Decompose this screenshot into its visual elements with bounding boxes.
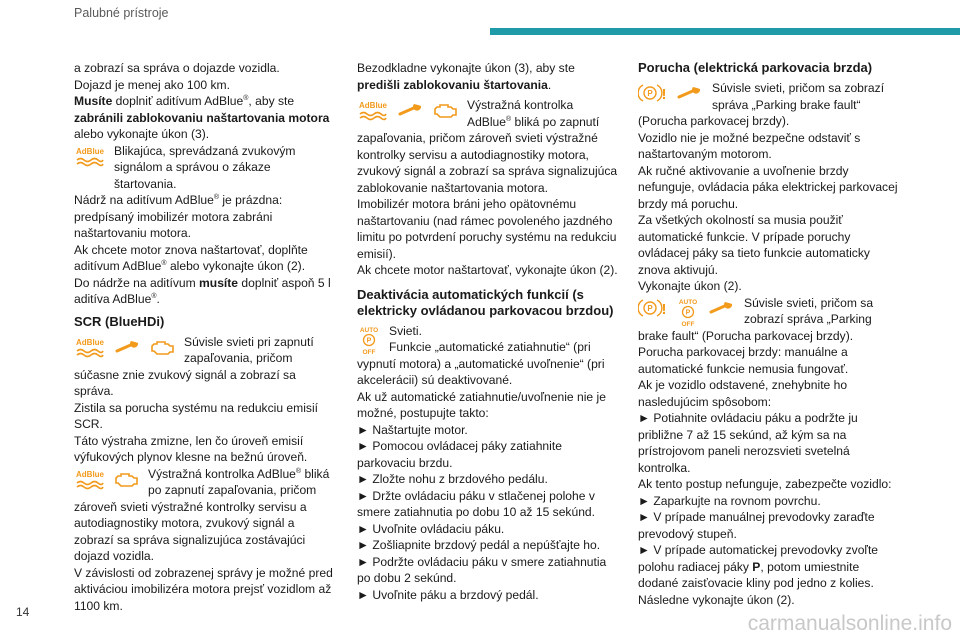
step-item: ► Uvoľnite ovládaciu páku. [357,521,619,538]
svg-text:!: ! [661,86,667,103]
svg-text:AdBlue: AdBlue [359,101,387,110]
paragraph: Vykonajte úkon (2). [638,279,742,293]
paragraph: Ak už automatické zatiahnutie/uvoľnenie nie je možné, postupujte takto: [357,389,606,420]
warning-description: Výstražná kontrolka AdBlue® bliká po zapnutí zapaľovania, pričom zároveň svieti výstražné kontrolky servisu a autodiagnostiky motora, zvukový signál a zobrazí sa správa signalizujúca zostávajúci dojazd vozidla. [74,466,330,563]
wrench-service-icon [676,82,704,104]
paragraph: Vozidlo nie je možné bezpečne odstaviť s naštartovaným motorom. [638,130,861,161]
paragraph: Ak chcete motor naštartovať, vykonajte úkon (2). [357,263,618,277]
adblue-warning-icon [74,145,106,167]
parking-brake-fault-icon [638,297,668,319]
paragraph: Ak tento postup nefunguje, zabezpečte vozidlo: [638,477,892,491]
column-1 [74,60,336,614]
paragraph: Dojazd je menej ako 100 km. [74,77,230,92]
warning-block-adblue-range [74,466,336,565]
svg-text:P: P [647,303,653,313]
paragraph: Imobilizér motora bráni jeho opätovnému naštartovaniu (nad rámec povoleného jazdného limitu po potvrdení poruchy systému na redukciu emisií). [357,197,617,261]
adblue-warning-icon [74,468,106,490]
header-accent-bar [490,28,960,35]
paragraph: Za všetkých okolností sa musia použiť automatické funkcie. V prípade poruchy ovládacej páky sa tieto funkcie automaticky znova aktivujú. [638,213,870,277]
paragraph: Ak je vozidlo odstavené, znehybnite ho nasledujúcim spôsobom: [638,378,848,409]
column-3 [638,60,902,608]
warning-description: Blikajúca, sprevádzaná zvukovým signálom a správou o zákaze štartovania. [114,143,296,191]
warning-block-auto-off [357,323,619,389]
paragraph: Zistila sa porucha systému na redukciu emisií SCR. [74,400,318,431]
step-item: ► Potiahnite ovládaciu páku a podržte ju približne 7 až 15 sekúnd, až kým sa na prístrojovom paneli nerozsvieti svetelná kontrolka. [638,410,902,476]
warning-description: Funkcie „automatické zatiahnutie“ (pri vypnutí motora) a „automatické uvoľnenie“ (pri akcelerácii) sú deaktivované. [357,340,605,387]
warning-description: Súvisle svieti, pričom sa zobrazí správa „Parking brake fault“ (Porucha parkovacej brzdy). [638,81,885,128]
step-item: ► V prípade automatickej prevodovky zvoľte polohu radiacej páky P, potom umiestnite dodané zaisťovacie kliny pod jedno z kolies. [638,542,902,592]
warning-block-parking-brake-fault-auto [638,295,902,345]
step-item: ► Pomocou ovládacej páky zatiahnite parkovaciu brzdu. [357,438,619,471]
svg-text:!: ! [661,300,667,318]
step-item: ► V prípade manuálnej prevodovky zaraďte prevodový stupeň. [638,509,902,542]
parking-brake-fault-icon [638,82,668,104]
auto-off-parking-brake-icon [357,325,381,355]
warning-description: Súvisle svieti pri zapnutí zapaľovania, pričom súčasne znie zvukový signál a zobrazí sa správa. [74,334,314,398]
svg-text:AdBlue: AdBlue [76,337,104,347]
svg-text:AdBlue: AdBlue [76,469,104,479]
watermark: carmanualsonline.info [747,612,952,635]
warning-block-adblue-blinking [74,143,336,193]
section-heading-scr: SCR (BlueHDi) [74,313,165,329]
engine-check-icon [114,468,140,490]
page-header-title: Palubné prístroje [74,6,169,20]
step-item: ► Zošliapnite brzdový pedál a nepúšťajte ho. [357,537,619,554]
svg-text:AdBlue: AdBlue [76,146,104,156]
warning-block-parking-brake-fault [638,80,902,130]
paragraph: Do nádrže na aditívum musíte doplniť aspoň 5 l aditíva AdBlue®. [74,275,331,306]
wrench-service-icon [708,297,736,319]
warning-description: Súvisle svieti, pričom sa zobrazí správa „Parking brake fault“ (Porucha parkovacej brzdy). [638,295,874,343]
section-heading-fault: Porucha (elektrická parkovacia brzda) [638,60,873,75]
paragraph: Táto výstraha zmizne, len čo úroveň emisií výfukových plynov klesne na bežnú úroveň. [74,433,308,464]
paragraph: Ak chcete motor znova naštartovať, doplňte aditívum AdBlue® alebo vykonajte úkon (2). [74,242,308,273]
svg-text:P: P [366,337,372,344]
svg-text:AUTO: AUTO [359,326,379,334]
step-item: ► Zložte nohu z brzdového pedálu. [357,471,619,488]
svg-text:OFF: OFF [362,348,376,355]
svg-text:AUTO: AUTO [678,298,698,306]
adblue-warning-icon [74,336,106,358]
column-2 [357,60,619,603]
step-item: ► Naštartujte motor. [357,422,619,439]
step-item: ► Zaparkujte na rovnom povrchu. [638,493,902,510]
auto-off-parking-brake-icon [676,297,700,327]
wrench-service-icon [114,336,142,358]
wrench-service-icon [397,99,425,121]
step-item: ► Podržte ovládaciu páku v smere zatiahnutia po dobu 2 sekúnd. [357,554,619,587]
engine-check-icon [433,99,459,121]
paragraph: Následne vykonajte úkon (2). [638,592,795,607]
step-item: ► Držte ovládaciu páku v stlačenej polohe v smere zatiahnutia po dobu 10 až 15 sekúnd. [357,488,619,521]
step-item: ► Uvoľnite páku a brzdový pedál. [357,587,619,604]
svg-text:OFF: OFF [681,320,695,327]
paragraph: Bezodkladne vykonajte úkon (3), aby ste predišli zablokovaniu štartovania. [357,61,575,92]
warning-block-start-blocked [357,97,619,196]
engine-check-icon [150,336,176,358]
warning-status: Svieti. [389,323,422,338]
paragraph: Porucha parkovacej brzdy: manuálne a automatické funkcie nemusia fungovať. [638,345,849,376]
paragraph: Nádrž na aditívum AdBlue® je prázdna: predpísaný imobilizér motora zabráni naštartovaniu motora. [74,193,283,240]
adblue-warning-icon [357,99,389,121]
paragraph: V závislosti od zobrazenej správy je možné pred aktiváciou imobilizéra motora prejsť vozidlom až 1100 km. [74,565,333,613]
warning-block-scr [74,334,336,400]
page-number: 14 [16,605,30,619]
section-heading-deactivation: Deaktivácia automatických funkcií (s elektricky ovládanou parkovacou brzdou) [357,286,614,318]
paragraph: a zobrazí sa správa o dojazde vozidla. [74,61,280,75]
svg-text:P: P [647,89,653,98]
paragraph: Ak ručné aktivovanie a uvoľnenie brzdy nefunguje, ovládacia páka elektrickej parkovacej brzdy má poruchu. [638,163,898,211]
warning-description: Výstražná kontrolka AdBlue® bliká po zapnutí zapaľovania, pričom zároveň svieti výstražné kontrolky servisu a autodiagnostiky motora, zvukový signál a zobrazí sa správa signalizujúca zablokovanie naštartovania motora. [357,98,618,195]
svg-text:P: P [685,309,691,316]
paragraph: Musíte doplniť aditívum AdBlue®, aby ste zabránili zablokovaniu naštartovania motora alebo vykonajte úkon (3). [74,94,330,141]
